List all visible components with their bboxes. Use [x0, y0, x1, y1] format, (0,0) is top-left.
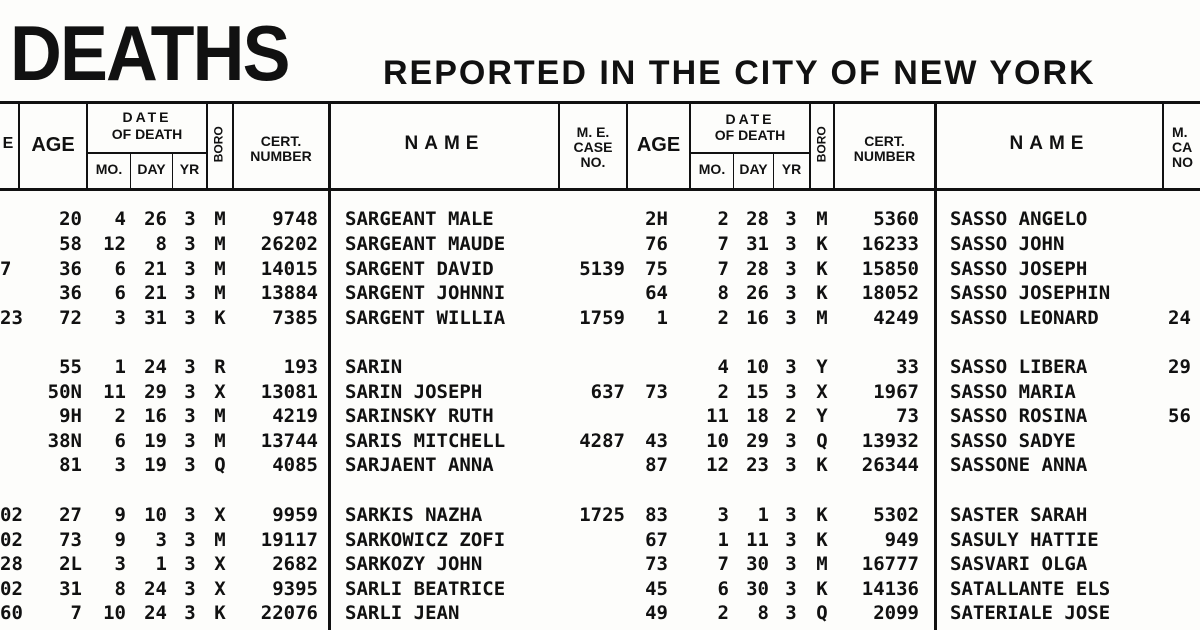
- table-row: [0, 429, 1200, 453]
- month-cell: 2: [717, 602, 729, 624]
- month-cell: 6: [114, 258, 126, 280]
- age-cell: 58: [59, 233, 82, 255]
- boro-cell: R: [214, 356, 226, 378]
- name-cell: SARLI BEATRICE: [345, 578, 506, 600]
- boro-cell: M: [214, 282, 226, 304]
- boro-cell: X: [816, 381, 828, 403]
- boro-cell: M: [816, 307, 828, 329]
- year-cell: 3: [184, 553, 196, 575]
- day-cell: 18: [746, 405, 769, 427]
- age-cell: 76: [645, 233, 668, 255]
- day-cell: 15: [746, 381, 769, 403]
- month-cell: 8: [114, 578, 126, 600]
- day-cell: 8: [757, 602, 769, 624]
- day-cell: 23: [746, 454, 769, 476]
- boro-cell: Q: [816, 430, 828, 452]
- page-title: DEATHS: [10, 9, 289, 97]
- boro-cell: M: [816, 553, 828, 575]
- name-cell: SATALLANTE ELS: [950, 578, 1111, 600]
- age-cell: 50N: [47, 381, 82, 403]
- cert-number-cell: 15850: [861, 258, 919, 280]
- age-cell: 45: [645, 578, 668, 600]
- prev-me-case-cell: 02: [0, 529, 23, 551]
- page-subtitle: REPORTED IN THE CITY OF NEW YORK: [383, 54, 1096, 92]
- col-header-of-death: OF DEATH: [714, 127, 786, 143]
- boro-cell: Y: [816, 356, 828, 378]
- day-cell: 10: [746, 356, 769, 378]
- year-cell: 3: [785, 602, 797, 624]
- year-cell: 3: [184, 282, 196, 304]
- month-cell: 7: [717, 233, 729, 255]
- day-cell: 10: [144, 504, 167, 526]
- name-cell: SARIS MITCHELL: [345, 430, 506, 452]
- me-case-cell: 5139: [579, 258, 625, 280]
- month-cell: 10: [706, 430, 729, 452]
- table-row: [0, 453, 1200, 477]
- cert-number-cell: 19117: [260, 529, 318, 551]
- name-cell: SARKOZY JOHN: [345, 553, 483, 575]
- month-cell: 10: [103, 602, 126, 624]
- day-cell: 19: [144, 430, 167, 452]
- boro-cell: K: [816, 454, 828, 476]
- col-header-edge: E: [2, 135, 14, 152]
- year-cell: 3: [785, 258, 797, 280]
- boro-cell: K: [816, 282, 828, 304]
- cert-number-cell: 26202: [260, 233, 318, 255]
- col-rule: [206, 101, 208, 191]
- year-cell: 3: [184, 430, 196, 452]
- table-row: [0, 404, 1200, 428]
- name-cell: SASSO JOSEPH: [950, 258, 1088, 280]
- prev-me-case-cell: 28: [0, 553, 23, 575]
- day-cell: 30: [746, 553, 769, 575]
- boro-cell: K: [816, 233, 828, 255]
- year-cell: 3: [785, 430, 797, 452]
- cert-number-cell: 2682: [272, 553, 318, 575]
- col-header-boro: BORO: [814, 126, 829, 163]
- boro-cell: K: [214, 602, 226, 624]
- month-cell: 6: [114, 430, 126, 452]
- boro-cell: Y: [816, 405, 828, 427]
- name-cell: SASSO LIBERA: [950, 356, 1088, 378]
- name-cell: SARKOWICZ ZOFI: [345, 529, 506, 551]
- month-cell: 6: [114, 282, 126, 304]
- year-cell: 3: [184, 602, 196, 624]
- month-cell: 11: [706, 405, 729, 427]
- year-cell: 3: [184, 233, 196, 255]
- month-cell: 4: [114, 208, 126, 230]
- cert-number-cell: 7385: [272, 307, 318, 329]
- table-row: [0, 577, 1200, 601]
- col-header-of-death: OF DEATH: [111, 126, 183, 142]
- age-cell: 1: [656, 307, 668, 329]
- col-header-me-edge-1: M.: [1172, 124, 1188, 140]
- boro-cell: K: [816, 578, 828, 600]
- col-header-age: AGE: [636, 134, 681, 156]
- name-cell: SASTER SARAH: [950, 504, 1088, 526]
- date-sub-rule-left: [87, 152, 207, 154]
- age-cell: 2L: [59, 553, 82, 575]
- cert-number-cell: 26344: [861, 454, 919, 476]
- col-header-date: DATE: [122, 109, 172, 125]
- boro-cell: X: [214, 578, 226, 600]
- name-cell: SASSO JOSEPHIN: [950, 282, 1111, 304]
- age-cell: 73: [645, 553, 668, 575]
- day-cell: 21: [144, 282, 167, 304]
- day-cell: 24: [144, 578, 167, 600]
- table-row: [0, 601, 1200, 625]
- month-cell: 12: [103, 233, 126, 255]
- cert-number-cell: 73: [896, 405, 919, 427]
- col-header-me-edge-2: CA: [1172, 139, 1193, 155]
- month-cell: 3: [114, 307, 126, 329]
- age-cell: 73: [59, 529, 82, 551]
- year-cell: 3: [184, 381, 196, 403]
- year-cell: 3: [184, 529, 196, 551]
- year-cell: 3: [785, 381, 797, 403]
- col-header-me-3: NO.: [580, 154, 606, 170]
- day-cell: 21: [144, 258, 167, 280]
- month-cell: 2: [114, 405, 126, 427]
- col-header-age: AGE: [31, 134, 75, 156]
- cert-number-cell: 14136: [861, 578, 919, 600]
- month-cell: 3: [717, 504, 729, 526]
- year-cell: 3: [184, 504, 196, 526]
- day-cell: 8: [155, 233, 167, 255]
- month-cell: 1: [114, 356, 126, 378]
- boro-cell: M: [214, 258, 226, 280]
- year-cell: 2: [785, 405, 797, 427]
- month-cell: 7: [717, 553, 729, 575]
- day-cell: 30: [746, 578, 769, 600]
- cert-number-cell: 1967: [873, 381, 919, 403]
- name-cell: SASSO LEONARD: [950, 307, 1099, 329]
- name-cell: SARIN JOSEPH: [345, 381, 483, 403]
- day-cell: 26: [144, 208, 167, 230]
- boro-cell: K: [816, 504, 828, 526]
- year-cell: 3: [785, 356, 797, 378]
- cert-number-cell: 13081: [260, 381, 318, 403]
- age-cell: 73: [645, 381, 668, 403]
- table-row: [0, 528, 1200, 552]
- cert-number-cell: 18052: [861, 282, 919, 304]
- age-cell: 64: [645, 282, 668, 304]
- prev-me-case-cell: 02: [0, 504, 23, 526]
- day-cell: 28: [746, 258, 769, 280]
- prev-me-case-cell: 7: [0, 258, 12, 280]
- col-header-me-edge-3: NO: [1172, 154, 1193, 170]
- name-cell: SASSO ANGELO: [950, 208, 1088, 230]
- cert-number-cell: 33: [896, 356, 919, 378]
- cert-number-cell: 4249: [873, 307, 919, 329]
- month-cell: 2: [717, 208, 729, 230]
- age-cell: 43: [645, 430, 668, 452]
- name-cell: SASSO JOHN: [950, 233, 1065, 255]
- table-row: [0, 503, 1200, 527]
- prev-me-case-cell: 60: [0, 602, 23, 624]
- boro-cell: Q: [214, 454, 226, 476]
- day-cell: 3: [155, 529, 167, 551]
- name-cell: SASSO MARIA: [950, 381, 1076, 403]
- year-cell: 3: [184, 258, 196, 280]
- age-cell: 75: [645, 258, 668, 280]
- year-cell: 3: [785, 553, 797, 575]
- cert-number-cell: 13744: [260, 430, 318, 452]
- day-cell: 29: [144, 381, 167, 403]
- month-cell: 9: [114, 529, 126, 551]
- month-cell: 2: [717, 307, 729, 329]
- boro-cell: K: [214, 307, 226, 329]
- col-header-yr: YR: [781, 161, 802, 177]
- cert-number-cell: 14015: [260, 258, 318, 280]
- name-cell: SASSO SADYE: [950, 430, 1076, 452]
- year-cell: 3: [785, 233, 797, 255]
- col-header-me-1: M. E.: [576, 124, 610, 140]
- day-cell: 28: [746, 208, 769, 230]
- table-row: [0, 355, 1200, 379]
- year-cell: 3: [785, 208, 797, 230]
- age-cell: 55: [59, 356, 82, 378]
- col-header-name: NAME: [404, 133, 485, 154]
- age-cell: 2H: [645, 208, 668, 230]
- boro-cell: M: [816, 208, 828, 230]
- month-cell: 6: [717, 578, 729, 600]
- col-header-cert-number: NUMBER: [853, 148, 916, 164]
- cert-number-cell: 13932: [861, 430, 919, 452]
- boro-cell: M: [214, 208, 226, 230]
- name-cell: SASVARI OLGA: [950, 553, 1088, 575]
- me-case-cell: 29: [1168, 356, 1191, 378]
- name-cell: SARKIS NAZHA: [345, 504, 483, 526]
- name-cell: SATERIALE JOSE: [950, 602, 1111, 624]
- age-cell: 31: [59, 578, 82, 600]
- table-row: [0, 552, 1200, 576]
- boro-cell: X: [214, 553, 226, 575]
- name-cell: SASSONE ANNA: [950, 454, 1088, 476]
- cert-number-cell: 949: [884, 529, 919, 551]
- me-case-cell: 4287: [579, 430, 625, 452]
- age-cell: 49: [645, 602, 668, 624]
- boro-cell: K: [816, 529, 828, 551]
- year-cell: 3: [785, 529, 797, 551]
- header-bottom-rule: [0, 188, 1200, 191]
- cert-number-cell: 16233: [861, 233, 919, 255]
- day-cell: 1: [757, 504, 769, 526]
- name-cell: SARINSKY RUTH: [345, 405, 494, 427]
- age-cell: 20: [59, 208, 82, 230]
- cert-number-cell: 4219: [272, 405, 318, 427]
- cert-number-cell: 9395: [272, 578, 318, 600]
- age-cell: 38N: [47, 430, 82, 452]
- boro-cell: X: [214, 504, 226, 526]
- boro-cell: M: [214, 529, 226, 551]
- age-cell: 67: [645, 529, 668, 551]
- boro-cell: X: [214, 381, 226, 403]
- month-cell: 4: [717, 356, 729, 378]
- cert-number-cell: 5302: [873, 504, 919, 526]
- me-case-cell: 1725: [579, 504, 625, 526]
- day-cell: 26: [746, 282, 769, 304]
- name-cell: SASULY HATTIE: [950, 529, 1099, 551]
- col-header-day: DAY: [739, 161, 768, 177]
- name-cell: SARIN: [345, 356, 403, 378]
- age-cell: 9H: [59, 405, 82, 427]
- prev-me-case-cell: 23: [0, 307, 23, 329]
- table-row: [0, 306, 1200, 330]
- day-cell: 16: [144, 405, 167, 427]
- day-cell: 31: [144, 307, 167, 329]
- boro-cell: M: [214, 233, 226, 255]
- col-header-yr: YR: [179, 161, 200, 177]
- age-cell: 36: [59, 282, 82, 304]
- col-rule: [1162, 101, 1164, 191]
- boro-cell: K: [816, 258, 828, 280]
- col-header-me-2: CASE: [573, 139, 613, 155]
- cert-number-cell: 4085: [272, 454, 318, 476]
- date-sub-rule-mid: [690, 152, 810, 154]
- me-case-cell: 56: [1168, 405, 1191, 427]
- me-case-cell: 24: [1168, 307, 1191, 329]
- name-cell: SARGENT JOHNNI: [345, 282, 506, 304]
- cert-number-cell: 193: [283, 356, 318, 378]
- col-header-cert: CERT.: [260, 133, 302, 149]
- cert-number-cell: 2099: [873, 602, 919, 624]
- year-cell: 3: [184, 307, 196, 329]
- cert-number-cell: 9959: [272, 504, 318, 526]
- year-cell: 3: [184, 578, 196, 600]
- cert-number-cell: 22076: [260, 602, 318, 624]
- name-cell: SASSO ROSINA: [950, 405, 1088, 427]
- year-cell: 3: [785, 282, 797, 304]
- day-cell: 11: [746, 529, 769, 551]
- month-cell: 1: [717, 529, 729, 551]
- month-cell: 3: [114, 553, 126, 575]
- day-cell: 24: [144, 356, 167, 378]
- boro-cell: Q: [816, 602, 828, 624]
- name-cell: SARLI JEAN: [345, 602, 460, 624]
- col-rule: [809, 101, 811, 191]
- prev-me-case-cell: 02: [0, 578, 23, 600]
- col-header-cert-number: NUMBER: [250, 148, 312, 164]
- name-cell: SARJAENT ANNA: [345, 454, 494, 476]
- col-header-name: NAME: [1009, 133, 1090, 154]
- month-cell: 12: [706, 454, 729, 476]
- month-cell: 2: [717, 381, 729, 403]
- age-cell: 36: [59, 258, 82, 280]
- col-header-day: DAY: [137, 161, 166, 177]
- me-case-cell: 637: [590, 381, 625, 403]
- table-row: [0, 257, 1200, 281]
- boro-cell: M: [214, 405, 226, 427]
- year-cell: 3: [785, 307, 797, 329]
- cert-number-cell: 5360: [873, 208, 919, 230]
- me-case-cell: 1759: [579, 307, 625, 329]
- col-header-cert: CERT.: [864, 133, 905, 149]
- year-cell: 3: [785, 504, 797, 526]
- year-cell: 3: [184, 208, 196, 230]
- table-row: [0, 207, 1200, 231]
- year-cell: 3: [184, 356, 196, 378]
- age-cell: 27: [59, 504, 82, 526]
- name-cell: SARGENT WILLIA: [345, 307, 506, 329]
- age-cell: 7: [70, 602, 82, 624]
- cert-number-cell: 13884: [260, 282, 318, 304]
- month-cell: 3: [114, 454, 126, 476]
- age-cell: 81: [59, 454, 82, 476]
- day-cell: 1: [155, 553, 167, 575]
- age-cell: 72: [59, 307, 82, 329]
- col-header-date: DATE: [725, 111, 775, 127]
- col-header-boro: BORO: [211, 126, 226, 163]
- header-top-rule: [0, 101, 1200, 104]
- name-cell: SARGENT DAVID: [345, 258, 494, 280]
- table-row: [0, 232, 1200, 256]
- year-cell: 3: [785, 454, 797, 476]
- cert-number-cell: 9748: [272, 208, 318, 230]
- month-cell: 11: [103, 381, 126, 403]
- year-cell: 3: [184, 405, 196, 427]
- cert-number-cell: 16777: [861, 553, 919, 575]
- name-cell: SARGEANT MALE: [345, 208, 494, 230]
- boro-cell: M: [214, 430, 226, 452]
- col-header-mo: MO.: [95, 161, 123, 177]
- year-cell: 3: [184, 454, 196, 476]
- day-cell: 19: [144, 454, 167, 476]
- day-cell: 24: [144, 602, 167, 624]
- day-cell: 31: [746, 233, 769, 255]
- month-cell: 7: [717, 258, 729, 280]
- day-cell: 16: [746, 307, 769, 329]
- month-cell: 8: [717, 282, 729, 304]
- age-cell: 87: [645, 454, 668, 476]
- age-cell: 83: [645, 504, 668, 526]
- table-row: [0, 380, 1200, 404]
- name-cell: SARGEANT MAUDE: [345, 233, 506, 255]
- col-header-mo: MO.: [698, 161, 726, 177]
- day-cell: 29: [746, 430, 769, 452]
- month-cell: 9: [114, 504, 126, 526]
- year-cell: 3: [785, 578, 797, 600]
- table-row: [0, 281, 1200, 305]
